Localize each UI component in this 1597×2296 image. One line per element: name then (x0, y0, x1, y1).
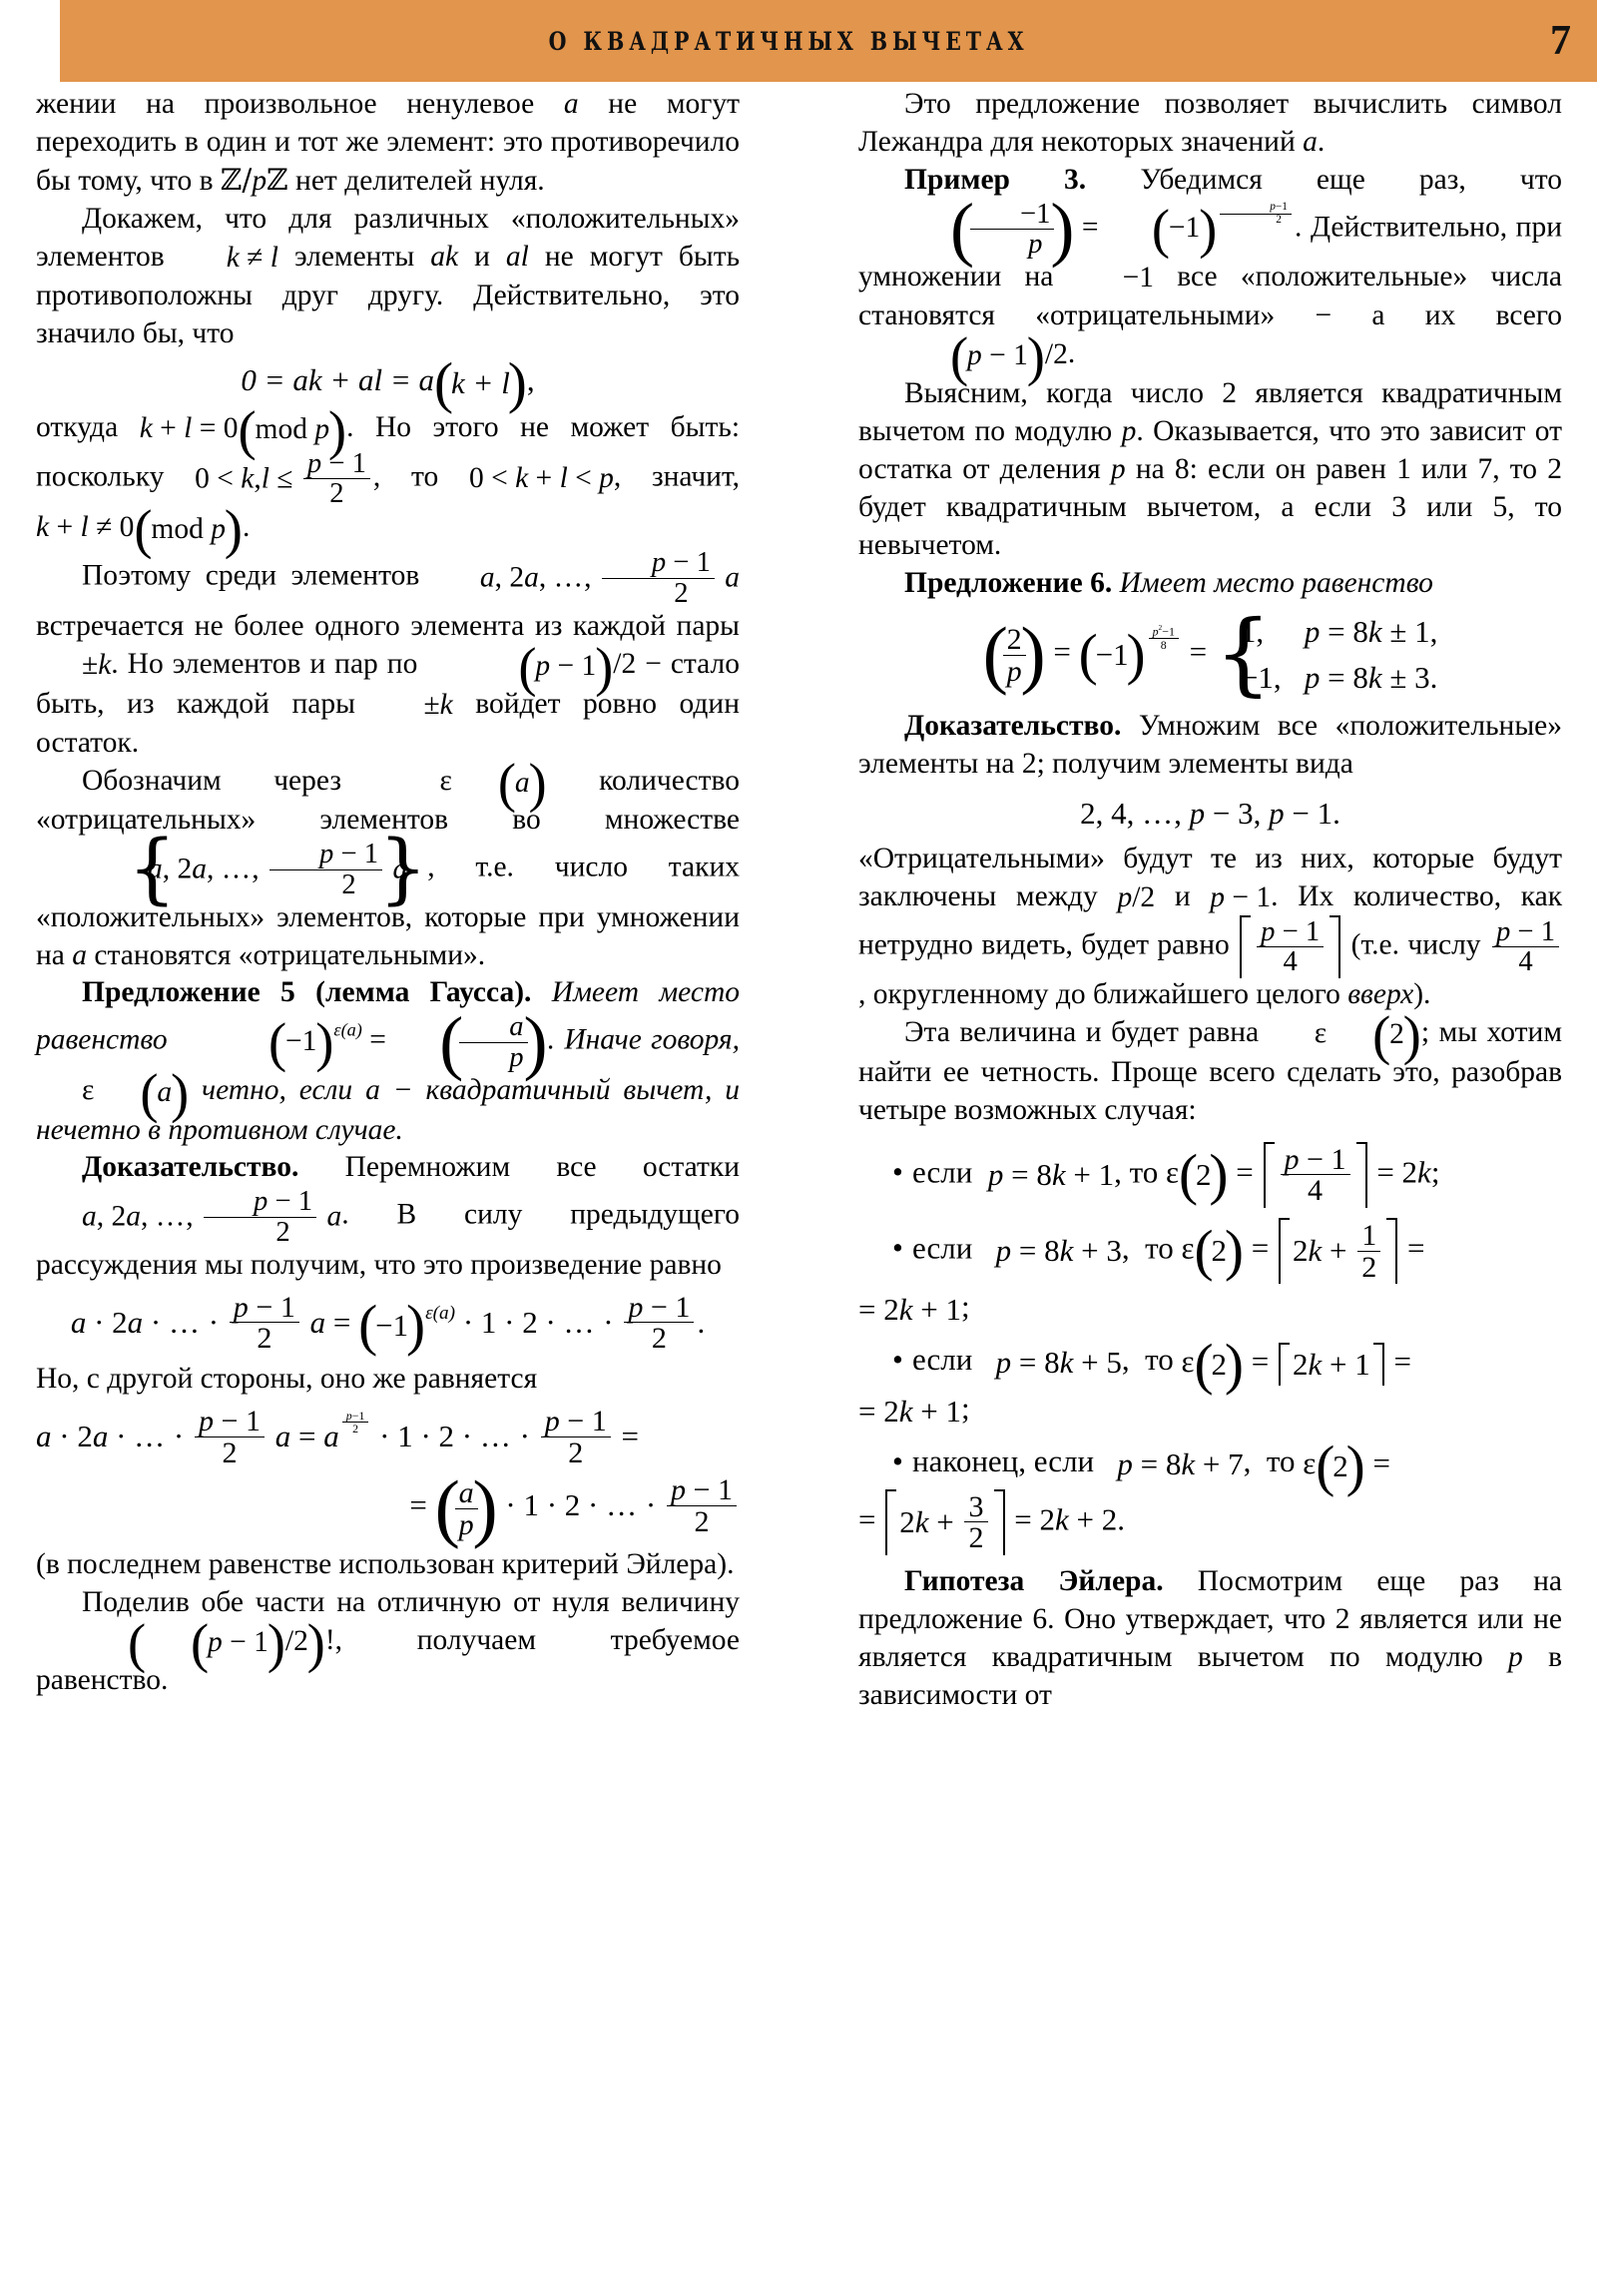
text-run: Поэтому среди элементов (82, 559, 420, 592)
text-run: − стало быть, из каждой пары (36, 647, 741, 720)
text-run: не могут быть противоположны друг другу. Действительно, это значило бы, что (36, 240, 741, 349)
display-equation-even-elems: 2, 4, …, p − 3, p − 1. (1080, 795, 1340, 831)
math-k-plus-l-mod-p: k + l = 0 ( mod p ) (140, 410, 346, 449)
right-column (858, 86, 1562, 1714)
bullet-case-1: • если p = 8k + 1, то ε ( 2 ) = $\frac{p - 1}{4}$ = 2k; (892, 1144, 1562, 1206)
bullet-4-math: ε ( 2 ) = (1303, 1443, 1390, 1486)
text-run: , значит, (613, 460, 740, 493)
proof-2-title: Доказательство. (904, 710, 1122, 743)
bullet-case-4: • наконец, если p = 8k + 7, то ε ( 2 ) = (892, 1441, 1562, 1485)
text-run: количество «отрицательных» элементов во множестве (36, 764, 741, 837)
bullet-case-2: • если p = 8k + 3, то ε ( 2 ) = 2k + $\frac{1}{2}$ = (892, 1220, 1562, 1282)
text-run: Убедимся еще раз, что (1140, 163, 1563, 196)
bullet-2-condition: p = 8k + 3 (995, 1233, 1122, 1269)
text-run: Перемножим все остатки (344, 1151, 740, 1184)
text-run: (в последнем равенстве использован критерий Эйлера). (36, 1548, 735, 1581)
text-run: . Их количество, как нетрудно видеть, будет равно (858, 879, 1563, 961)
math-a-4: a (1303, 125, 1318, 158)
text-run: ). (1413, 978, 1431, 1011)
text-run: (т.е. числу (1350, 928, 1481, 961)
text-run: откуда (36, 411, 119, 444)
math-p-minus-1-over-2b: ( p − 1 ) /2 (858, 336, 1068, 375)
bullet-2-math: ε ( 2 ) = 2k + $\frac{1}{2}$ = (1181, 1220, 1424, 1282)
text-run: Выясним, когда число 2 является квадратичным вычетом по модулю (858, 376, 1562, 447)
text-run: , то (372, 460, 439, 493)
text-run: и (1174, 879, 1191, 912)
text-run: Умножим все «положительные» элементы на 2; получим элементы вида (858, 710, 1562, 781)
proposition-5 (36, 974, 740, 1149)
bullet-case-4-cont: = 2k + $\frac{3}{2}$ = 2k + 2. (858, 1488, 1125, 1555)
proof-1 (36, 1149, 740, 1284)
math-a-2: a (72, 938, 88, 971)
paragraph-prove (36, 201, 740, 353)
text-run: становятся «отрицательными». (94, 938, 486, 971)
paragraph-poetomu (36, 548, 740, 762)
proposition-6-title: Предложение 6. (904, 566, 1113, 599)
paragraph-vyyasnim (858, 375, 1562, 565)
math-p-3: p (1508, 1640, 1523, 1673)
bullet-case-2-cont: = 2k + 1; (858, 1289, 970, 1328)
paragraph-otkuda: откуда k + l = 0 ( mod p ) . Но этого не может быть: поскольку 0 < k,l ≤ $\frac{p - 1}{2}$ , то 0 < k + l < p, значит, k + l ≠ 0 ( mod p ) . (36, 409, 740, 548)
text-run: ; мы хотим найти ее четность. Проще всего сделать это, разобрав четыре возможных случая: (858, 1016, 1562, 1126)
example-3 (858, 162, 1562, 375)
text-run: Эта величина и будет равна (904, 1016, 1260, 1049)
text-run: . Иначе говоря, (547, 1023, 741, 1056)
text-run: в зависимости от (858, 1640, 1562, 1711)
text-run: Имеет место равенство (36, 976, 741, 1056)
math-k-plus-l-neq-0: k + l ≠ 0 ( mod p ) (36, 509, 243, 548)
text-run: вверх (1347, 978, 1414, 1011)
bullet-2-lead: если (912, 1230, 973, 1266)
proposition-5-title: Предложение 5 (лемма Гаусса). (82, 976, 532, 1009)
bullet-case-3: • если p = 8k + 5, то ε ( 2 ) = 2k + 1 = (892, 1340, 1562, 1384)
math-ak: ak (430, 240, 459, 273)
math-a-3: a (365, 1073, 380, 1106)
proof-1-title: Доказательство. (82, 1151, 299, 1184)
display-equation-4: = ( $\frac{a}{p}$ ) · 1 · 2 · … · $\frac{p - 1}{2}$ (36, 1474, 740, 1539)
text-run: войдет ровно один остаток. (36, 687, 741, 759)
math-gauss-lemma: ( −1 ) $^{\varepsilon(a)}$ = ( $\frac{a}{p}$ ) (177, 1012, 548, 1071)
math-z-mod-pz: ℤ/pℤ (220, 162, 288, 197)
bullet-3-lead: если (912, 1342, 973, 1378)
display-equation-2: a · 2a · … · $\frac{p - 1}{2}$ a = ( −1 ) $^{\varepsilon(a)}$ · 1 · 2 · … · $\frac{p - 1}{2}$ . (36, 1292, 740, 1354)
text-run: . Оказывается, что это зависит от остатка от деления (858, 414, 1563, 485)
text-run: «Отрицательными» будут те из них, которые будут заключены между (858, 842, 1562, 912)
display-equation-prop6: ( $\frac{2}{p}$ ) = ( −1 ) $^{\frac{p^2-1}{8}}$ = { 1, p = 8k ± 1, −1, p = 8k ± 3. (858, 609, 1562, 701)
math-pm-k: ±k (82, 648, 112, 681)
proof-2 (858, 708, 1562, 784)
paren-group: ( k + l ) (434, 363, 527, 403)
text-run: не могут переходить в один и тот же элемент: это противоречило бы тому, что в (36, 88, 740, 197)
text-run: и (474, 240, 490, 273)
text-run: на 8: если он равен 1 или 7, то 2 будет квадратичным вычетом, а если 3 или 5, то невычетом. (858, 452, 1562, 561)
text-run: четно, если (202, 1073, 353, 1106)
text-run: , т.е. число таких «положительных» элементов, которые при умножении на (36, 851, 740, 971)
text-run: . В силу предыдущего рассуждения мы получим, что это произведение равно (36, 1198, 740, 1281)
text-run: Посмотрим еще раз на предложение 6. Оно утверждает, что 2 является или не является квадратичным вычетом по модулю (858, 1564, 1563, 1673)
math-p-over-2: p/2 (1117, 880, 1156, 913)
display-equation-1: 0 = ak + al = a ( k + l ) , (36, 360, 740, 403)
math-p-1: p (1121, 414, 1137, 447)
text-run: нет делителей нуля. (295, 164, 545, 197)
paragraph-no-s-drugoi (36, 1361, 740, 1399)
text-run: Поделив обе части на отличную от нуля величину (82, 1586, 740, 1619)
text-run: встречается не более одного элемента из каждой пары (36, 609, 740, 642)
text-run: , получаем требуемое равенство. (36, 1624, 740, 1697)
paragraph-legendre-symbol (858, 86, 1562, 162)
bullet-1-condition: p = 8k + 1 (987, 1157, 1115, 1192)
math-epsilon-a-2: ε ( a ) (36, 1072, 189, 1111)
math-seq-a-2a: a, 2a, …, $\frac{p - 1}{2}$ a (479, 547, 741, 609)
math-al: al (505, 240, 529, 273)
bullet-3-condition: p = 8k + 5 (995, 1345, 1122, 1381)
example-3-title: Пример 3. (904, 163, 1087, 196)
text-run: . Действительно, при умножении на (858, 211, 1562, 293)
math-epsilon-a: ε ( a ) (394, 763, 547, 802)
bullet-2-then: то (1145, 1230, 1174, 1266)
page-number: 7 (1550, 18, 1571, 64)
paragraph-oboznachim (36, 763, 740, 975)
bullet-1-lead: если (912, 1154, 973, 1190)
running-title: О КВАДРАТИЧНЫХ ВЫЧЕТАХ (548, 26, 1029, 56)
math-0-lt-k-l-lt-p: 0 < k + l < p (468, 461, 614, 494)
text-run: − квадратичный вычет, и нечетно в противном случае. (36, 1073, 741, 1146)
text-run: Это предложение позволяет вычислить символ Лежандра для некоторых значений (858, 88, 1562, 158)
text-run: . (1067, 337, 1076, 370)
math-minus-one: −1 (1122, 262, 1155, 294)
bullet-4-tail: . (1117, 1500, 1125, 1536)
text-run: Обозначим через (82, 764, 341, 797)
bullet-4-lead: наконец, если (912, 1443, 1095, 1479)
page-header-band (60, 0, 1597, 82)
text-run: все «положительные» числа становятся «отрицательными» − а их всего (858, 261, 1563, 332)
math-bound-k-l: 0 < k,l ≤ $\frac{p - 1}{2}$ (195, 449, 373, 508)
text-run: элементы (293, 240, 415, 273)
text-run: . Но элементов и пар по (111, 647, 418, 680)
math-pm-k-2: ±k (423, 688, 453, 721)
math-residues-seq: a, 2a, …, $\frac{p - 1}{2}$ a (82, 1186, 342, 1248)
text-run: Но этого не может быть: поскольку (36, 411, 741, 493)
bullet-4-then: то (1266, 1443, 1296, 1479)
bullet-2-tail: ; (960, 1289, 970, 1325)
math-p-minus-1-over-2: ( p − 1 ) /2 (426, 646, 636, 685)
math-a: a (563, 88, 579, 120)
math-factorial: ( ( p − 1 ) /2 ) ! (36, 1622, 335, 1662)
page-body (0, 82, 1597, 2296)
bullet-1-math: ε ( 2 ) = $\frac{p - 1}{4}$ = 2k (1166, 1144, 1431, 1206)
paragraph-eta-velichina (858, 1014, 1562, 1130)
math-p-minus-1: p − 1 (1210, 880, 1272, 913)
left-column (36, 86, 740, 1700)
text-run: Но, с другой стороны, оно же равняется (36, 1362, 538, 1395)
text-run: , округленному до ближайшего целого (858, 978, 1340, 1011)
math-p-minus-1-over-4: $\frac{p - 1}{4}$ (1489, 917, 1562, 976)
text-run: жении на произвольное ненулевое (36, 88, 535, 120)
bullet-1-tail: ; (1430, 1154, 1440, 1190)
bullet-case-3-cont: = 2k + 1; (858, 1391, 970, 1430)
math-p-2: p (1110, 452, 1126, 485)
math-set-a-2a: { a, 2a, …, $\frac{p - 1}{2}$ a } (36, 840, 427, 898)
proposition-6 (858, 565, 1562, 603)
text-run: Имеет место равенство (1119, 566, 1433, 599)
bullet-3-tail: ; (960, 1391, 970, 1427)
text-run: Докажем, что для различных «положительных» элементов (36, 202, 740, 273)
math-legendre-minus-one: ( $\frac{-1}{p}$ ) = ( −1 ) $^{\frac{p-1}{2}}$ (858, 200, 1295, 259)
math-k-neq-l: k ≠ l (226, 241, 278, 274)
euler-hypothesis-title: Гипотеза Эйлера. (904, 1564, 1164, 1597)
math-ceil-p-minus-1-over-4: $\frac{p - 1}{4}$ (1238, 917, 1342, 976)
paragraph-euler-criterion (36, 1546, 740, 1584)
bullet-3-math: ε ( 2 ) = 2k + 1 = (1181, 1342, 1411, 1385)
text-run: . (1317, 125, 1326, 158)
bullet-3-then: то (1145, 1342, 1174, 1378)
euler-hypothesis (858, 1563, 1562, 1715)
math-epsilon-2: ε ( 2 ) (1269, 1015, 1421, 1054)
paragraph-negatives (858, 841, 1562, 1014)
bullet-4-condition: p = 8k + 7 (1117, 1446, 1244, 1482)
display-equation-3: a · 2a · … · $\frac{p - 1}{2}$ a = a $^{\frac{p-1}{2}}$ · 1 · 2 · … · $\frac{p - 1}{2}$ = (36, 1403, 640, 1469)
paragraph-podeliv (36, 1584, 740, 1700)
bullet-1-then: то (1129, 1154, 1159, 1190)
paragraph-continuation (36, 86, 740, 201)
